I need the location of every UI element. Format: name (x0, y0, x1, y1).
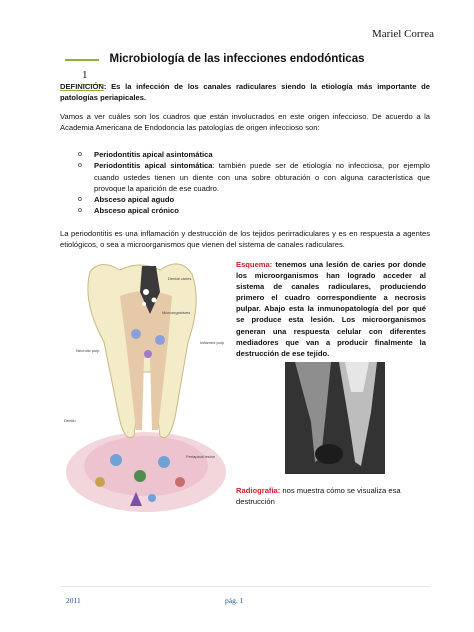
esquema-label: Esquema: (236, 260, 273, 269)
radiograph-svg (285, 362, 385, 474)
immune-cell (175, 477, 185, 487)
definition-keyword: DEFINICIÓN (60, 82, 104, 91)
definition-paragraph (60, 81, 430, 104)
definition-text: : Es la infección de los canales radiculares siendo la etiología más importante de patologías periapicales. (60, 82, 430, 103)
radiografia-text: nos muestra cómo se visualiza esa destrucción (236, 486, 401, 507)
diagram-label-caries: Dental caries (168, 276, 192, 281)
bacteria-cell (152, 298, 157, 303)
radiografia-paragraph (236, 485, 426, 507)
diagram-label-inflamed-pulp: Inflamed pulp (200, 340, 225, 345)
footer-year: 2011 (66, 596, 81, 605)
footer-rule (60, 586, 430, 587)
footer-page-number: pág. 1 (225, 596, 244, 605)
page-marker: 1 (82, 69, 88, 81)
immune-cell (144, 350, 152, 358)
inflammatory-zone (84, 436, 208, 496)
condition-name: Periodontitis apical sintomática (94, 161, 213, 171)
immune-cell (110, 454, 122, 466)
condition-note: : también puede ser de etiología no infecciosa, por ejemplo cuando ustedes tienen un diente con una sobre obturación o con alguna característica que provoque la aparición de ese cuadro. (94, 161, 431, 193)
diagram-label-necrotic-pulp: Necrotic pulp (76, 348, 100, 353)
diagram-label-dentin: Dentin (64, 418, 76, 423)
condition-name: Absceso apical crónico (94, 206, 179, 216)
tooth-diagram-svg (60, 262, 226, 518)
immune-cell (148, 494, 156, 502)
diagram-label-microorganisms: Microorganisms (162, 310, 191, 315)
diagram-label-periapical: Periapical lesion (186, 454, 216, 459)
bacteria-cell (143, 289, 149, 295)
periodontitis-paragraph: La periodontitis es una inflamación y destrucción de los tejidos perirradiculares y es en respuesta a agentes etiológicos, o sea a microorganismos que vienen del sistema de canales radiculares. (60, 229, 430, 250)
condition-name: Absceso apical agudo (94, 195, 175, 205)
immune-cell (158, 456, 170, 468)
bacteria-cell (142, 302, 146, 306)
periapical-radiolucency (315, 444, 343, 464)
conditions-list (78, 149, 430, 217)
list-item (78, 160, 430, 194)
immune-cell (131, 329, 141, 339)
list-item (78, 149, 430, 160)
condition-name: Periodontitis apical asintomática (94, 150, 213, 159)
immune-cell (155, 335, 165, 345)
esquema-paragraph (236, 259, 426, 359)
author-name: Mariel Correa (372, 28, 434, 40)
list-item (78, 194, 430, 205)
radiograph-image (285, 362, 385, 474)
intro-paragraph: Vamos a ver cuáles son los cuadros que están involucrados en este origen infeccioso. De acuerdo a la Academia Americana de Endodoncia las patologías de origen infeccioso son: (60, 112, 430, 133)
page-title: Microbiología de las infecciones endodónticas (109, 53, 365, 65)
esquema-text: tenemos una lesión de caries por donde los microorganismos han logrado acceder al sistema de canales radiculares, produciendo primero el cuadro correspondiente a necrosis pulpar. Abajo esta la inmunopatología del por qué se produce esta lesión. Los microorganismos generan una respuesta celular con diferentes mediadores que van a producir finalmente la destrucción de ese tejido. (236, 260, 426, 358)
tooth-diagram (60, 262, 226, 518)
radiografia-label: Radiografía: (236, 486, 281, 495)
immune-cell (134, 470, 146, 482)
immune-cell (95, 477, 105, 487)
list-item (78, 205, 430, 216)
